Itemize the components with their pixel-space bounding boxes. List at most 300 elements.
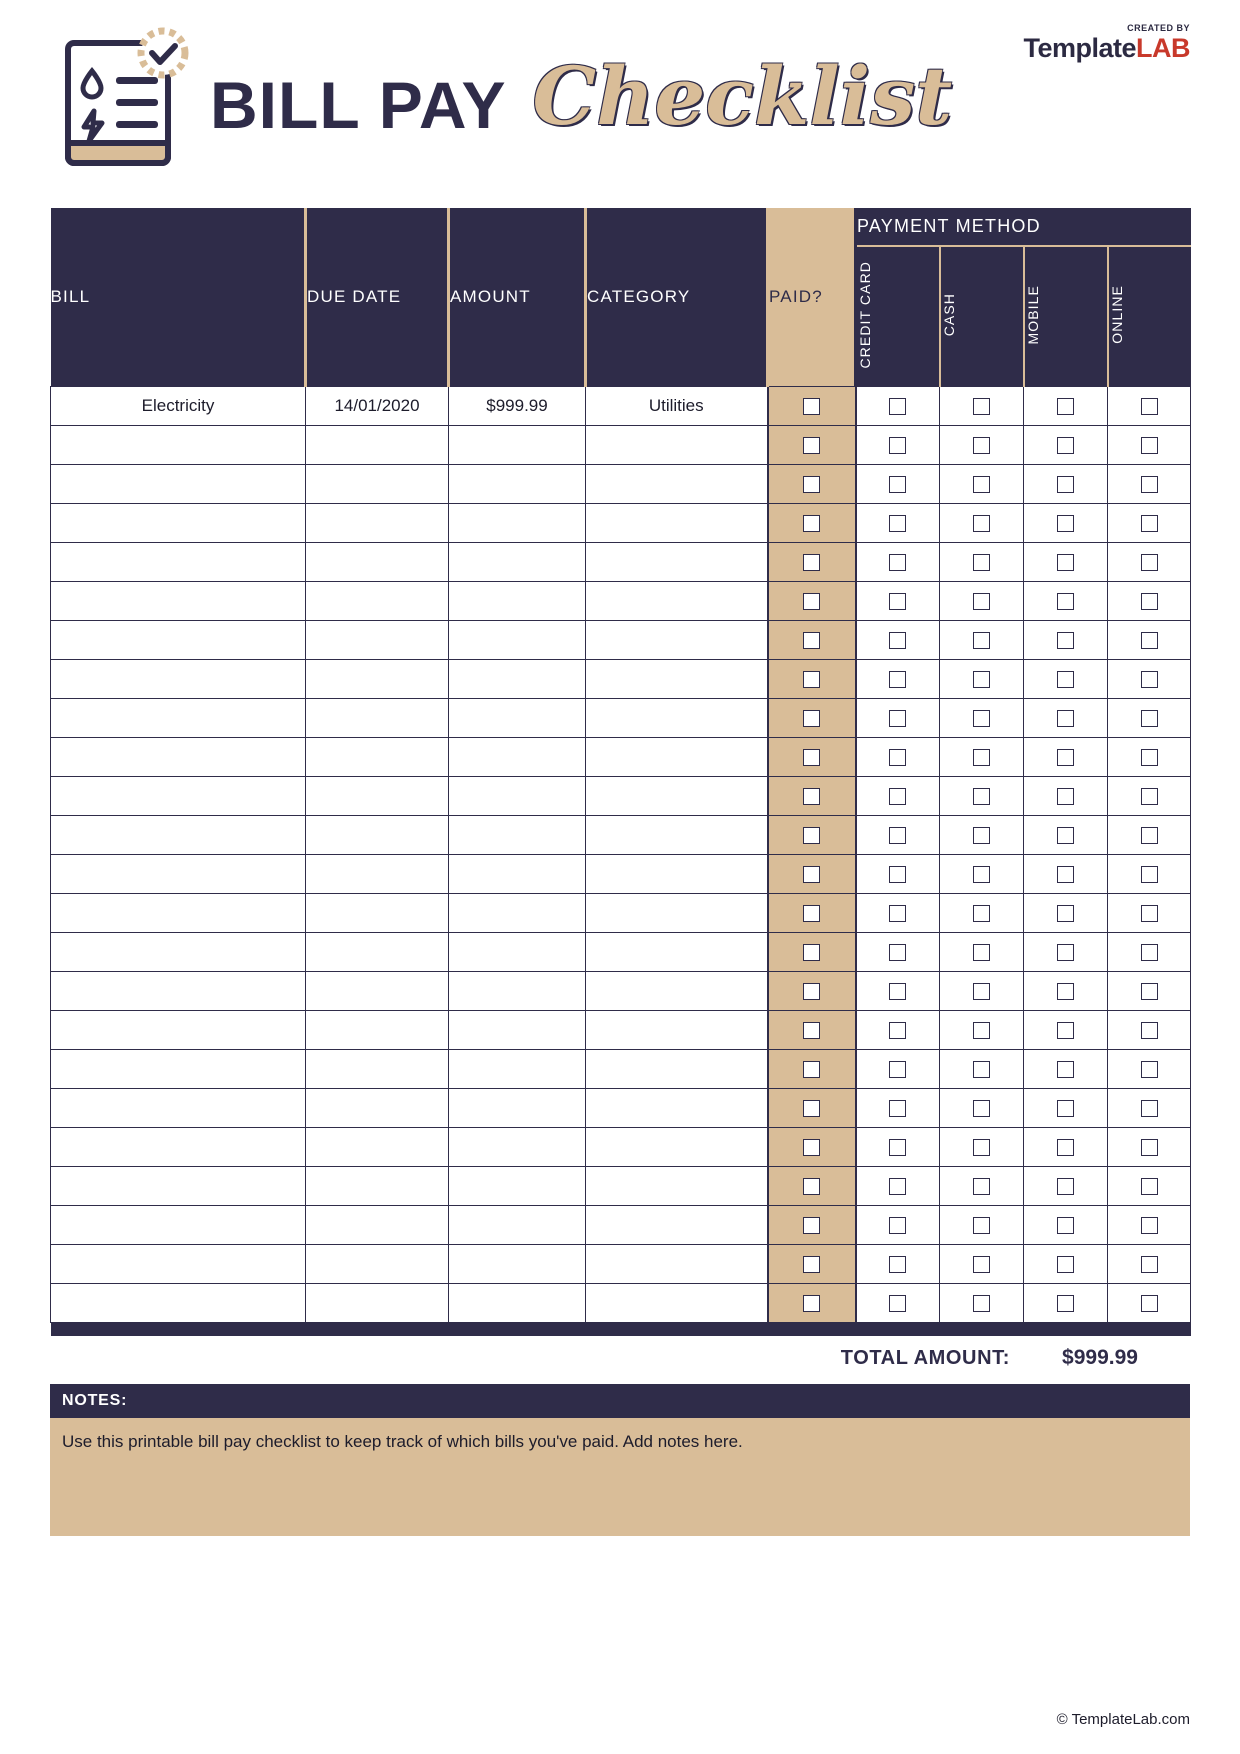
cell-due-date[interactable]: [306, 1283, 449, 1322]
checkbox-paid[interactable]: [768, 464, 856, 503]
checkbox-online[interactable]: [1108, 1244, 1191, 1283]
checkbox-icon[interactable]: [1057, 476, 1074, 493]
checkbox-icon[interactable]: [889, 1256, 906, 1273]
cell-bill[interactable]: [51, 971, 306, 1010]
checkbox-icon[interactable]: [889, 632, 906, 649]
checkbox-icon[interactable]: [889, 749, 906, 766]
checkbox-icon[interactable]: [889, 593, 906, 610]
checkbox-credit-card[interactable]: [856, 503, 940, 542]
cell-bill[interactable]: Electricity: [51, 386, 306, 425]
cell-category[interactable]: [586, 659, 768, 698]
cell-due-date[interactable]: [306, 893, 449, 932]
checkbox-icon[interactable]: [1057, 905, 1074, 922]
checkbox-icon[interactable]: [973, 905, 990, 922]
cell-bill[interactable]: [51, 1244, 306, 1283]
checkbox-icon[interactable]: [1141, 749, 1158, 766]
checkbox-credit-card[interactable]: [856, 1283, 940, 1322]
checkbox-icon[interactable]: [1057, 788, 1074, 805]
cell-amount[interactable]: [449, 1244, 586, 1283]
checkbox-icon[interactable]: [1141, 671, 1158, 688]
checkbox-credit-card[interactable]: [856, 971, 940, 1010]
checkbox-cash[interactable]: [940, 620, 1024, 659]
checkbox-paid[interactable]: [768, 1088, 856, 1127]
cell-due-date[interactable]: [306, 815, 449, 854]
checkbox-icon[interactable]: [973, 1295, 990, 1312]
cell-due-date[interactable]: [306, 776, 449, 815]
checkbox-icon[interactable]: [803, 983, 820, 1000]
checkbox-mobile[interactable]: [1024, 581, 1108, 620]
checkbox-paid[interactable]: [768, 971, 856, 1010]
cell-bill[interactable]: [51, 1127, 306, 1166]
cell-due-date[interactable]: [306, 581, 449, 620]
cell-bill[interactable]: [51, 1088, 306, 1127]
checkbox-icon[interactable]: [1141, 632, 1158, 649]
checkbox-icon[interactable]: [803, 593, 820, 610]
cell-bill[interactable]: [51, 542, 306, 581]
cell-due-date[interactable]: [306, 1127, 449, 1166]
checkbox-online[interactable]: [1108, 776, 1191, 815]
checkbox-icon[interactable]: [803, 788, 820, 805]
checkbox-mobile[interactable]: [1024, 1205, 1108, 1244]
checkbox-credit-card[interactable]: [856, 737, 940, 776]
cell-amount[interactable]: [449, 815, 586, 854]
checkbox-credit-card[interactable]: [856, 1010, 940, 1049]
checkbox-icon[interactable]: [889, 1178, 906, 1195]
cell-category[interactable]: [586, 815, 768, 854]
cell-category[interactable]: [586, 698, 768, 737]
checkbox-icon[interactable]: [1057, 1217, 1074, 1234]
checkbox-icon[interactable]: [1141, 788, 1158, 805]
checkbox-paid[interactable]: [768, 776, 856, 815]
checkbox-mobile[interactable]: [1024, 854, 1108, 893]
checkbox-credit-card[interactable]: [856, 464, 940, 503]
cell-due-date[interactable]: [306, 620, 449, 659]
checkbox-paid[interactable]: [768, 659, 856, 698]
checkbox-paid[interactable]: [768, 1049, 856, 1088]
checkbox-icon[interactable]: [1141, 710, 1158, 727]
checkbox-icon[interactable]: [1057, 944, 1074, 961]
checkbox-mobile[interactable]: [1024, 464, 1108, 503]
checkbox-icon[interactable]: [889, 905, 906, 922]
cell-amount[interactable]: [449, 932, 586, 971]
checkbox-credit-card[interactable]: [856, 1049, 940, 1088]
checkbox-credit-card[interactable]: [856, 893, 940, 932]
checkbox-icon[interactable]: [803, 1022, 820, 1039]
checkbox-mobile[interactable]: [1024, 659, 1108, 698]
checkbox-icon[interactable]: [889, 1022, 906, 1039]
cell-bill[interactable]: [51, 737, 306, 776]
checkbox-cash[interactable]: [940, 737, 1024, 776]
cell-category[interactable]: [586, 542, 768, 581]
checkbox-icon[interactable]: [1057, 1061, 1074, 1078]
cell-amount[interactable]: [449, 503, 586, 542]
cell-due-date[interactable]: [306, 1088, 449, 1127]
cell-bill[interactable]: [51, 620, 306, 659]
checkbox-mobile[interactable]: [1024, 503, 1108, 542]
checkbox-cash[interactable]: [940, 815, 1024, 854]
cell-amount[interactable]: [449, 1088, 586, 1127]
cell-amount[interactable]: [449, 1166, 586, 1205]
checkbox-paid[interactable]: [768, 503, 856, 542]
checkbox-mobile[interactable]: [1024, 425, 1108, 464]
cell-due-date[interactable]: [306, 1244, 449, 1283]
checkbox-mobile[interactable]: [1024, 1166, 1108, 1205]
checkbox-paid[interactable]: [768, 1283, 856, 1322]
checkbox-icon[interactable]: [803, 710, 820, 727]
checkbox-icon[interactable]: [803, 476, 820, 493]
cell-category[interactable]: [586, 581, 768, 620]
checkbox-paid[interactable]: [768, 1166, 856, 1205]
checkbox-icon[interactable]: [973, 710, 990, 727]
checkbox-cash[interactable]: [940, 854, 1024, 893]
checkbox-online[interactable]: [1108, 1283, 1191, 1322]
cell-category[interactable]: [586, 854, 768, 893]
checkbox-online[interactable]: [1108, 893, 1191, 932]
checkbox-online[interactable]: [1108, 542, 1191, 581]
cell-category[interactable]: [586, 503, 768, 542]
cell-amount[interactable]: [449, 425, 586, 464]
cell-due-date[interactable]: [306, 425, 449, 464]
checkbox-credit-card[interactable]: [856, 1088, 940, 1127]
checkbox-icon[interactable]: [973, 944, 990, 961]
cell-due-date[interactable]: [306, 1049, 449, 1088]
cell-bill[interactable]: [51, 1049, 306, 1088]
checkbox-online[interactable]: [1108, 425, 1191, 464]
checkbox-credit-card[interactable]: [856, 1244, 940, 1283]
checkbox-icon[interactable]: [1141, 827, 1158, 844]
checkbox-online[interactable]: [1108, 581, 1191, 620]
checkbox-paid[interactable]: [768, 425, 856, 464]
checkbox-icon[interactable]: [803, 827, 820, 844]
checkbox-paid[interactable]: [768, 854, 856, 893]
checkbox-icon[interactable]: [1057, 515, 1074, 532]
cell-category[interactable]: [586, 1010, 768, 1049]
checkbox-icon[interactable]: [803, 515, 820, 532]
checkbox-mobile[interactable]: [1024, 893, 1108, 932]
checkbox-cash[interactable]: [940, 1205, 1024, 1244]
checkbox-icon[interactable]: [803, 1061, 820, 1078]
cell-bill[interactable]: [51, 1205, 306, 1244]
checkbox-icon[interactable]: [973, 398, 990, 415]
checkbox-icon[interactable]: [1141, 1217, 1158, 1234]
checkbox-cash[interactable]: [940, 659, 1024, 698]
cell-amount[interactable]: $999.99: [449, 386, 586, 425]
checkbox-cash[interactable]: [940, 542, 1024, 581]
checkbox-online[interactable]: [1108, 386, 1191, 425]
checkbox-icon[interactable]: [1141, 944, 1158, 961]
checkbox-cash[interactable]: [940, 1049, 1024, 1088]
checkbox-icon[interactable]: [1141, 515, 1158, 532]
cell-bill[interactable]: [51, 503, 306, 542]
checkbox-credit-card[interactable]: [856, 1205, 940, 1244]
checkbox-online[interactable]: [1108, 1010, 1191, 1049]
cell-amount[interactable]: [449, 1127, 586, 1166]
checkbox-icon[interactable]: [1141, 866, 1158, 883]
cell-category[interactable]: [586, 1088, 768, 1127]
checkbox-mobile[interactable]: [1024, 620, 1108, 659]
checkbox-icon[interactable]: [803, 1256, 820, 1273]
checkbox-cash[interactable]: [940, 1283, 1024, 1322]
checkbox-online[interactable]: [1108, 737, 1191, 776]
checkbox-cash[interactable]: [940, 425, 1024, 464]
checkbox-paid[interactable]: [768, 932, 856, 971]
cell-category[interactable]: [586, 971, 768, 1010]
checkbox-icon[interactable]: [1057, 1022, 1074, 1039]
cell-category[interactable]: [586, 425, 768, 464]
cell-amount[interactable]: [449, 971, 586, 1010]
checkbox-icon[interactable]: [889, 398, 906, 415]
checkbox-credit-card[interactable]: [856, 659, 940, 698]
cell-amount[interactable]: [449, 620, 586, 659]
checkbox-credit-card[interactable]: [856, 815, 940, 854]
checkbox-cash[interactable]: [940, 776, 1024, 815]
cell-due-date[interactable]: [306, 464, 449, 503]
checkbox-icon[interactable]: [889, 827, 906, 844]
checkbox-paid[interactable]: [768, 386, 856, 425]
checkbox-icon[interactable]: [1057, 554, 1074, 571]
checkbox-icon[interactable]: [1141, 398, 1158, 415]
checkbox-icon[interactable]: [803, 632, 820, 649]
cell-due-date[interactable]: [306, 737, 449, 776]
cell-category[interactable]: [586, 620, 768, 659]
checkbox-mobile[interactable]: [1024, 1127, 1108, 1166]
checkbox-online[interactable]: [1108, 503, 1191, 542]
checkbox-icon[interactable]: [803, 1295, 820, 1312]
checkbox-icon[interactable]: [889, 866, 906, 883]
cell-amount[interactable]: [449, 737, 586, 776]
checkbox-icon[interactable]: [973, 1139, 990, 1156]
checkbox-icon[interactable]: [889, 515, 906, 532]
checkbox-credit-card[interactable]: [856, 1166, 940, 1205]
cell-bill[interactable]: [51, 932, 306, 971]
checkbox-icon[interactable]: [973, 866, 990, 883]
checkbox-icon[interactable]: [889, 983, 906, 1000]
checkbox-icon[interactable]: [1141, 1100, 1158, 1117]
checkbox-credit-card[interactable]: [856, 932, 940, 971]
checkbox-icon[interactable]: [1057, 1256, 1074, 1273]
checkbox-paid[interactable]: [768, 698, 856, 737]
checkbox-mobile[interactable]: [1024, 776, 1108, 815]
checkbox-paid[interactable]: [768, 893, 856, 932]
checkbox-icon[interactable]: [973, 1217, 990, 1234]
cell-category[interactable]: [586, 1049, 768, 1088]
checkbox-online[interactable]: [1108, 1088, 1191, 1127]
checkbox-icon[interactable]: [889, 710, 906, 727]
checkbox-paid[interactable]: [768, 1127, 856, 1166]
checkbox-icon[interactable]: [1057, 1139, 1074, 1156]
checkbox-icon[interactable]: [973, 554, 990, 571]
checkbox-icon[interactable]: [1141, 1022, 1158, 1039]
checkbox-paid[interactable]: [768, 542, 856, 581]
checkbox-icon[interactable]: [973, 437, 990, 454]
checkbox-icon[interactable]: [803, 944, 820, 961]
checkbox-icon[interactable]: [1057, 710, 1074, 727]
cell-amount[interactable]: [449, 581, 586, 620]
checkbox-icon[interactable]: [1057, 671, 1074, 688]
checkbox-icon[interactable]: [1141, 437, 1158, 454]
checkbox-paid[interactable]: [768, 581, 856, 620]
cell-amount[interactable]: [449, 698, 586, 737]
checkbox-mobile[interactable]: [1024, 1049, 1108, 1088]
checkbox-online[interactable]: [1108, 464, 1191, 503]
checkbox-icon[interactable]: [889, 1295, 906, 1312]
cell-bill[interactable]: [51, 1010, 306, 1049]
checkbox-mobile[interactable]: [1024, 542, 1108, 581]
checkbox-paid[interactable]: [768, 1205, 856, 1244]
cell-bill[interactable]: [51, 776, 306, 815]
checkbox-icon[interactable]: [1141, 983, 1158, 1000]
checkbox-mobile[interactable]: [1024, 737, 1108, 776]
cell-amount[interactable]: [449, 1205, 586, 1244]
checkbox-cash[interactable]: [940, 464, 1024, 503]
checkbox-icon[interactable]: [973, 788, 990, 805]
cell-category[interactable]: [586, 776, 768, 815]
checkbox-icon[interactable]: [973, 749, 990, 766]
checkbox-icon[interactable]: [1141, 905, 1158, 922]
checkbox-icon[interactable]: [973, 632, 990, 649]
checkbox-icon[interactable]: [973, 1022, 990, 1039]
cell-amount[interactable]: [449, 1283, 586, 1322]
checkbox-icon[interactable]: [889, 437, 906, 454]
checkbox-credit-card[interactable]: [856, 386, 940, 425]
checkbox-icon[interactable]: [1057, 1100, 1074, 1117]
checkbox-credit-card[interactable]: [856, 854, 940, 893]
checkbox-icon[interactable]: [889, 1061, 906, 1078]
cell-bill[interactable]: [51, 425, 306, 464]
checkbox-mobile[interactable]: [1024, 698, 1108, 737]
cell-bill[interactable]: [51, 1166, 306, 1205]
checkbox-credit-card[interactable]: [856, 1127, 940, 1166]
checkbox-online[interactable]: [1108, 1166, 1191, 1205]
checkbox-icon[interactable]: [1057, 632, 1074, 649]
checkbox-icon[interactable]: [973, 593, 990, 610]
checkbox-icon[interactable]: [1141, 1139, 1158, 1156]
cell-amount[interactable]: [449, 464, 586, 503]
checkbox-icon[interactable]: [1141, 554, 1158, 571]
cell-due-date[interactable]: [306, 932, 449, 971]
checkbox-paid[interactable]: [768, 1244, 856, 1283]
checkbox-icon[interactable]: [1057, 398, 1074, 415]
checkbox-online[interactable]: [1108, 971, 1191, 1010]
cell-amount[interactable]: [449, 893, 586, 932]
checkbox-icon[interactable]: [889, 1100, 906, 1117]
checkbox-icon[interactable]: [973, 1061, 990, 1078]
checkbox-online[interactable]: [1108, 1127, 1191, 1166]
checkbox-icon[interactable]: [1141, 593, 1158, 610]
checkbox-icon[interactable]: [1141, 1295, 1158, 1312]
checkbox-mobile[interactable]: [1024, 386, 1108, 425]
checkbox-mobile[interactable]: [1024, 932, 1108, 971]
checkbox-mobile[interactable]: [1024, 1088, 1108, 1127]
checkbox-icon[interactable]: [803, 1100, 820, 1117]
checkbox-icon[interactable]: [803, 437, 820, 454]
cell-due-date[interactable]: [306, 1166, 449, 1205]
checkbox-icon[interactable]: [1057, 749, 1074, 766]
checkbox-icon[interactable]: [1141, 1256, 1158, 1273]
checkbox-online[interactable]: [1108, 815, 1191, 854]
checkbox-mobile[interactable]: [1024, 1010, 1108, 1049]
checkbox-paid[interactable]: [768, 620, 856, 659]
checkbox-credit-card[interactable]: [856, 620, 940, 659]
checkbox-cash[interactable]: [940, 1166, 1024, 1205]
checkbox-icon[interactable]: [889, 944, 906, 961]
checkbox-cash[interactable]: [940, 698, 1024, 737]
checkbox-cash[interactable]: [940, 1127, 1024, 1166]
checkbox-credit-card[interactable]: [856, 425, 940, 464]
checkbox-icon[interactable]: [1057, 866, 1074, 883]
checkbox-icon[interactable]: [1057, 1178, 1074, 1195]
checkbox-icon[interactable]: [803, 866, 820, 883]
checkbox-icon[interactable]: [803, 671, 820, 688]
checkbox-mobile[interactable]: [1024, 1244, 1108, 1283]
checkbox-icon[interactable]: [803, 1139, 820, 1156]
cell-bill[interactable]: [51, 581, 306, 620]
cell-category[interactable]: [586, 1283, 768, 1322]
checkbox-icon[interactable]: [803, 398, 820, 415]
cell-category[interactable]: [586, 1127, 768, 1166]
checkbox-icon[interactable]: [889, 554, 906, 571]
checkbox-icon[interactable]: [973, 983, 990, 1000]
cell-amount[interactable]: [449, 542, 586, 581]
cell-due-date[interactable]: [306, 698, 449, 737]
cell-bill[interactable]: [51, 698, 306, 737]
cell-amount[interactable]: [449, 776, 586, 815]
checkbox-cash[interactable]: [940, 386, 1024, 425]
cell-category[interactable]: [586, 932, 768, 971]
checkbox-online[interactable]: [1108, 1205, 1191, 1244]
checkbox-paid[interactable]: [768, 815, 856, 854]
cell-amount[interactable]: [449, 659, 586, 698]
cell-due-date[interactable]: [306, 854, 449, 893]
checkbox-icon[interactable]: [973, 1256, 990, 1273]
checkbox-cash[interactable]: [940, 932, 1024, 971]
checkbox-online[interactable]: [1108, 698, 1191, 737]
cell-bill[interactable]: [51, 893, 306, 932]
checkbox-cash[interactable]: [940, 1244, 1024, 1283]
checkbox-mobile[interactable]: [1024, 815, 1108, 854]
cell-category[interactable]: [586, 1205, 768, 1244]
checkbox-credit-card[interactable]: [856, 542, 940, 581]
checkbox-online[interactable]: [1108, 932, 1191, 971]
checkbox-icon[interactable]: [1057, 593, 1074, 610]
checkbox-icon[interactable]: [973, 1100, 990, 1117]
cell-category[interactable]: Utilities: [586, 386, 768, 425]
checkbox-mobile[interactable]: [1024, 971, 1108, 1010]
checkbox-icon[interactable]: [973, 476, 990, 493]
checkbox-icon[interactable]: [889, 476, 906, 493]
checkbox-credit-card[interactable]: [856, 698, 940, 737]
checkbox-icon[interactable]: [973, 515, 990, 532]
cell-category[interactable]: [586, 737, 768, 776]
notes-body[interactable]: [50, 1418, 1190, 1536]
checkbox-cash[interactable]: [940, 1010, 1024, 1049]
checkbox-online[interactable]: [1108, 659, 1191, 698]
cell-due-date[interactable]: [306, 542, 449, 581]
cell-amount[interactable]: [449, 1010, 586, 1049]
cell-bill[interactable]: [51, 659, 306, 698]
checkbox-icon[interactable]: [889, 1139, 906, 1156]
checkbox-icon[interactable]: [1057, 437, 1074, 454]
cell-category[interactable]: [586, 1244, 768, 1283]
checkbox-icon[interactable]: [803, 749, 820, 766]
cell-bill[interactable]: [51, 464, 306, 503]
checkbox-cash[interactable]: [940, 1088, 1024, 1127]
checkbox-icon[interactable]: [1057, 1295, 1074, 1312]
checkbox-cash[interactable]: [940, 503, 1024, 542]
checkbox-icon[interactable]: [973, 671, 990, 688]
checkbox-icon[interactable]: [973, 1178, 990, 1195]
cell-due-date[interactable]: [306, 659, 449, 698]
